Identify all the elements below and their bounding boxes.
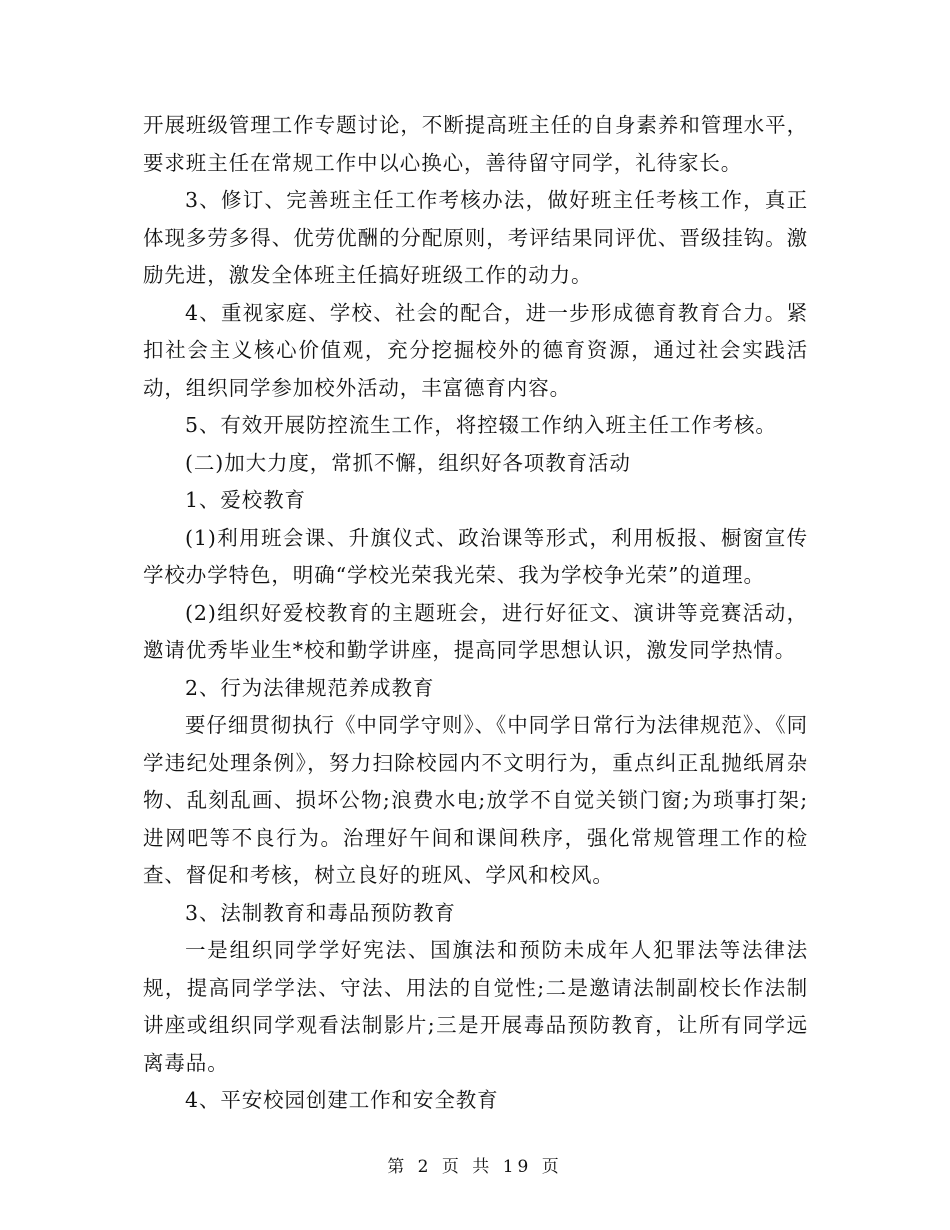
paragraph: (1)利用班会课、升旗仪式、政治课等形式，利用板报、橱窗宣传学校办学特色，明确“学校光荣我光荣、我为学校争光荣”的道理。 xyxy=(143,525,808,587)
subsection-heading: 4、平安校园创建工作和安全教育 xyxy=(185,1088,499,1112)
section-heading: (二)加大力度，常抓不懈，组织好各项教育活动 xyxy=(185,450,631,475)
subsection-heading: 2、行为法律规范养成教育 xyxy=(185,675,435,700)
paragraph: 4、重视家庭、学校、社会的配合，进一步形成德育教育合力。紧扣社会主义核心价值观，充分挖掘校外的德育资源，通过社会实践活动，组织同学参加校外活动，丰富德育内容。 xyxy=(143,300,808,400)
paragraph: 开展班级管理工作专题讨论，不断提高班主任的自身素养和管理水平，要求班主任在常规工作中以心换心，善待留守同学，礼待家长。 xyxy=(143,113,808,175)
document-body xyxy=(143,107,808,1120)
subsection-heading: 3、法制教育和毒品预防教育 xyxy=(185,900,456,925)
paragraph: 一是组织同学学好宪法、国旗法和预防未成年人犯罪法等法律法规，提高同学学法、守法、用法的自觉性;二是邀请法制副校长作法制讲座或组织同学观看法制影片;三是开展毒品预防教育，让所有同学远离毒品。 xyxy=(143,938,808,1075)
page-number-footer: 第 2 页 共 19 页 xyxy=(387,1157,563,1177)
subsection-heading: 1、爱校教育 xyxy=(185,488,306,512)
paragraph: 3、修订、完善班主任工作考核办法，做好班主任考核工作，真正体现多劳多得、优劳优酬的分配原则，考评结果同评优、晋级挂钩。激励先进，激发全体班主任搞好班级工作的动力。 xyxy=(143,188,808,287)
paragraph: 要仔细贯彻执行《中同学守则》、《中同学日常行为法律规范》、《同学违纪处理条例》，努力扫除校园内不文明行为，重点纠正乱抛纸屑杂物、乱刻乱画、损坏公物;浪费水电;放学不自觉关锁门窗;为琐事打架;进网吧等不良行为。治理好午间和课间秩序，强化常规管理工作的检查、督促和考核，树立良好的班风、学风和校风。 xyxy=(143,713,808,887)
paragraph: (2)组织好爱校教育的主题班会，进行好征文、演讲等竞赛活动，邀请优秀毕业生*校和勤学讲座，提高同学思想认识，激发同学热情。 xyxy=(143,600,808,662)
paragraph: 5、有效开展防控流生工作，将控辍工作纳入班主任工作考核。 xyxy=(185,413,777,437)
